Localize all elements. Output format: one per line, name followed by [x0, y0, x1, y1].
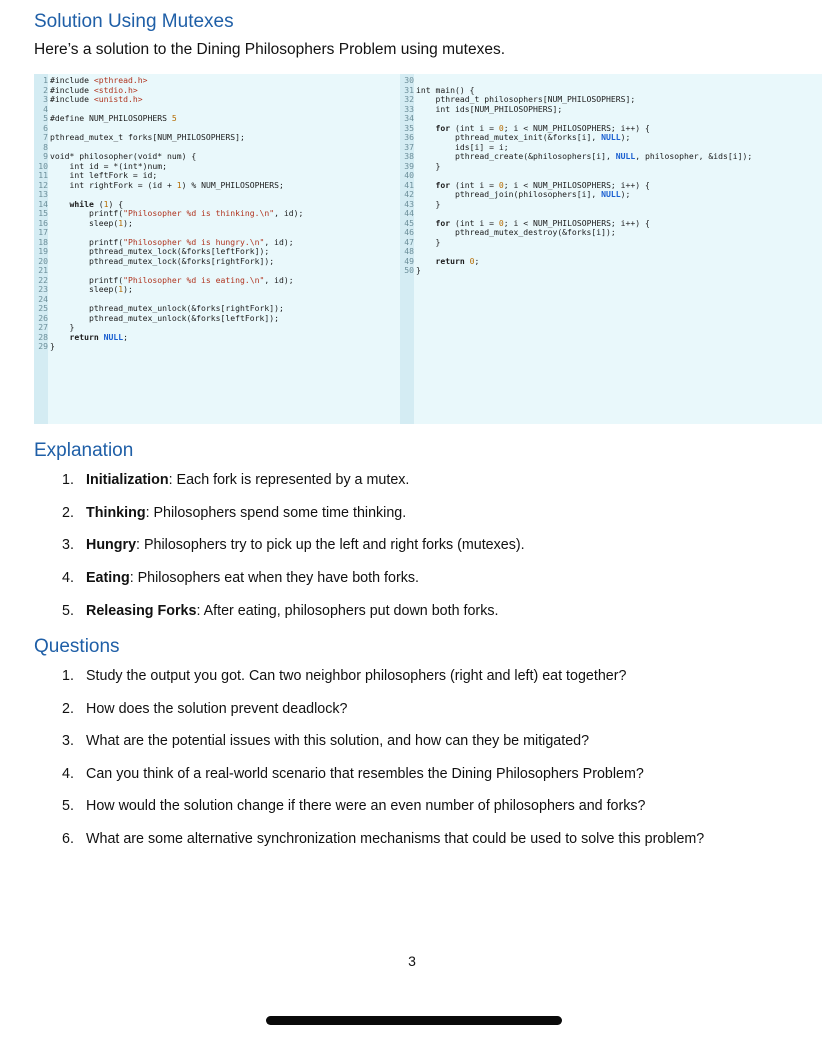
code-column-right [400, 76, 752, 276]
line-number: 41 [404, 179, 414, 190]
item-term: Hungry [86, 537, 137, 554]
line-number: 29 [38, 341, 48, 351]
line-number: 5 [43, 113, 48, 123]
code-text: pthread_mutex_unlock(&forks[rightFork]); [50, 303, 284, 313]
code-line [34, 257, 303, 267]
line-number: 27 [38, 322, 48, 332]
item-term: Initialization [86, 472, 169, 488]
code-text: ids[i] = i; [416, 141, 509, 152]
code-line [400, 162, 752, 172]
code-text: } [416, 265, 421, 275]
explanation-list [62, 471, 525, 634]
line-number: 4 [43, 103, 48, 114]
code-line [34, 314, 303, 324]
questions-heading: Questions [34, 636, 120, 657]
line-number: 9 [43, 151, 48, 161]
item-number: 5. [62, 602, 74, 619]
home-indicator[interactable] [266, 1016, 562, 1025]
line-number: 18 [38, 236, 48, 247]
item-number: 2. [62, 700, 74, 717]
line-number: 46 [404, 227, 414, 237]
code-text: sleep(1); [50, 284, 133, 294]
line-number: 30 [404, 75, 414, 85]
line-number: 21 [38, 265, 48, 275]
line-number: 14 [38, 198, 48, 209]
line-number: 13 [38, 189, 48, 199]
code-text: printf("Philosopher %d is thinking.\n", id); [50, 208, 304, 218]
question-text: What are some alternative synchronization mechanisms that could be used to solve this problem? [86, 830, 705, 847]
item-number: 5. [62, 798, 74, 815]
item-description: : Each fork is represented by a mutex. [168, 472, 410, 488]
explanation-item [62, 536, 525, 569]
question-item [62, 765, 704, 798]
line-number: 32 [404, 94, 414, 104]
code-text: return NULL; [69, 331, 128, 342]
line-number: 6 [43, 122, 48, 133]
question-text: Study the output you got. Can two neighbor philosophers (right and left) eat together? [86, 668, 627, 684]
code-text: while (1) { [69, 198, 124, 209]
line-number: 38 [404, 151, 414, 161]
line-number: 33 [404, 103, 414, 114]
code-text: } [416, 160, 441, 171]
item-term: Eating [86, 570, 130, 587]
code-line [34, 114, 303, 124]
line-number: 45 [404, 217, 414, 228]
line-number: 31 [404, 84, 414, 95]
line-number: 10 [38, 160, 48, 171]
line-number: 40 [404, 170, 414, 180]
code-text: pthread_t philosophers[NUM_PHILOSOPHERS]; [416, 94, 636, 104]
code-text: for (int i = 0; i < NUM_PHILOSOPHERS; i++) { [435, 122, 650, 133]
code-column-left [34, 76, 303, 352]
question-item [62, 667, 704, 700]
code-line [400, 190, 752, 200]
line-number: 49 [404, 255, 414, 266]
line-number: 44 [404, 208, 414, 218]
line-number: 36 [404, 132, 414, 142]
item-number: 1. [62, 472, 74, 488]
line-number: 37 [404, 141, 414, 152]
question-text: How would the solution change if there were an even number of philosophers and forks? [86, 798, 646, 815]
code-text: #define NUM_PHILOSOPHERS 5 [50, 113, 177, 123]
line-number: 11 [38, 170, 48, 180]
code-line [400, 105, 752, 115]
question-text: How does the solution prevent deadlock? [86, 700, 348, 717]
code-line [400, 228, 752, 238]
line-number: 47 [404, 236, 414, 247]
question-text: Can you think of a real-world scenario that resembles the Dining Philosophers Problem? [86, 765, 644, 782]
code-text: #include <stdio.h> [50, 84, 138, 95]
code-text: int id = *(int*)num; [50, 160, 167, 171]
code-line [34, 342, 303, 352]
code-text: sleep(1); [50, 217, 133, 228]
line-number: 42 [404, 189, 414, 199]
intro-text: Here’s a solution to the Dining Philosophers Problem using mutexes. [34, 41, 505, 58]
line-number: 28 [38, 331, 48, 342]
page-number: 3 [408, 953, 416, 969]
code-line [400, 257, 752, 267]
line-number: 7 [43, 132, 48, 142]
explanation-item [62, 602, 525, 635]
code-line [400, 238, 752, 248]
item-number: 3. [62, 537, 74, 554]
code-line [34, 95, 303, 105]
item-number: 3. [62, 733, 74, 750]
line-number: 26 [38, 312, 48, 323]
code-text: printf("Philosopher %d is hungry.\n", id); [50, 236, 294, 247]
line-number: 34 [404, 113, 414, 123]
code-text: pthread_mutex_t forks[NUM_PHILOSOPHERS]; [50, 132, 245, 142]
item-number: 4. [62, 765, 74, 782]
explanation-item [62, 569, 525, 602]
line-number: 15 [38, 208, 48, 218]
code-text: pthread_mutex_lock(&forks[leftFork]); [50, 246, 270, 256]
code-line [34, 181, 303, 191]
code-line [400, 266, 752, 276]
item-description: : After eating, philosophers put down both forks. [196, 602, 499, 619]
code-text: int leftFork = id; [50, 170, 158, 180]
line-number: 43 [404, 198, 414, 209]
code-text: } [416, 236, 441, 247]
item-description: : Philosophers try to pick up the left and right forks (mutexes). [136, 537, 525, 554]
line-number: 19 [38, 246, 48, 256]
explanation-heading: Explanation [34, 440, 134, 461]
line-number: 22 [38, 274, 48, 285]
question-text: What are the potential issues with this solution, and how can they be mitigated? [86, 733, 590, 750]
item-number: 6. [62, 830, 74, 847]
line-number: 3 [43, 94, 48, 104]
line-number: 23 [38, 284, 48, 294]
code-line [34, 285, 303, 295]
item-term: Thinking [86, 504, 146, 521]
code-text: } [50, 341, 55, 351]
code-text: #include <unistd.h> [50, 94, 143, 104]
item-number: 2. [62, 504, 74, 521]
line-number: 25 [38, 303, 48, 313]
question-item [62, 830, 704, 863]
code-line [400, 152, 752, 162]
code-block [34, 74, 822, 424]
line-number: 17 [38, 227, 48, 237]
section-title: Solution Using Mutexes [34, 11, 234, 32]
code-text: for (int i = 0; i < NUM_PHILOSOPHERS; i++) { [435, 217, 650, 228]
code-text: int rightFork = (id + 1) % NUM_PHILOSOPHERS; [50, 179, 284, 190]
line-number: 8 [43, 141, 48, 152]
code-line [34, 133, 303, 143]
line-number: 48 [404, 246, 414, 256]
code-text: pthread_mutex_lock(&forks[rightFork]); [50, 255, 275, 266]
line-number: 16 [38, 217, 48, 228]
code-text: } [416, 198, 441, 209]
line-number: 1 [43, 75, 48, 85]
code-text: int main() { [416, 84, 475, 95]
explanation-item [62, 471, 525, 504]
line-number: 39 [404, 160, 414, 171]
item-description: : Philosophers eat when they have both forks. [129, 570, 419, 587]
line-number: 12 [38, 179, 48, 190]
code-text: return 0; [435, 255, 480, 266]
question-item [62, 700, 704, 733]
line-number: 24 [38, 293, 48, 304]
code-text: void* philosopher(void* num) { [50, 151, 197, 161]
code-text: int ids[NUM_PHILOSOPHERS]; [416, 103, 563, 114]
explanation-item [62, 504, 525, 537]
code-text: #include <pthread.h> [50, 75, 148, 85]
line-number: 50 [404, 265, 414, 275]
item-number: 1. [62, 668, 74, 684]
item-number: 4. [62, 570, 74, 587]
item-description: : Philosophers spend some time thinking. [145, 504, 407, 521]
code-text: pthread_mutex_init(&forks[i], NULL); [416, 132, 631, 142]
code-line [400, 200, 752, 210]
code-text: pthread_mutex_unlock(&forks[leftFork]); [50, 312, 280, 323]
code-text: pthread_join(philosophers[i], NULL); [416, 189, 631, 199]
code-line [34, 333, 303, 343]
question-item [62, 797, 704, 830]
code-text: for (int i = 0; i < NUM_PHILOSOPHERS; i++) { [435, 179, 650, 190]
questions-list [62, 667, 704, 863]
line-number: 20 [38, 255, 48, 266]
item-term: Releasing Forks [86, 602, 197, 619]
code-line [34, 219, 303, 229]
code-text: pthread_create(&philosophers[i], NULL, philosopher, &ids[i]); [416, 151, 753, 161]
line-number: 2 [43, 84, 48, 95]
question-item [62, 732, 704, 765]
code-text: } [50, 322, 75, 332]
line-number: 35 [404, 122, 414, 133]
code-text: printf("Philosopher %d is eating.\n", id); [50, 274, 294, 285]
code-text: pthread_mutex_destroy(&forks[i]); [416, 227, 616, 237]
